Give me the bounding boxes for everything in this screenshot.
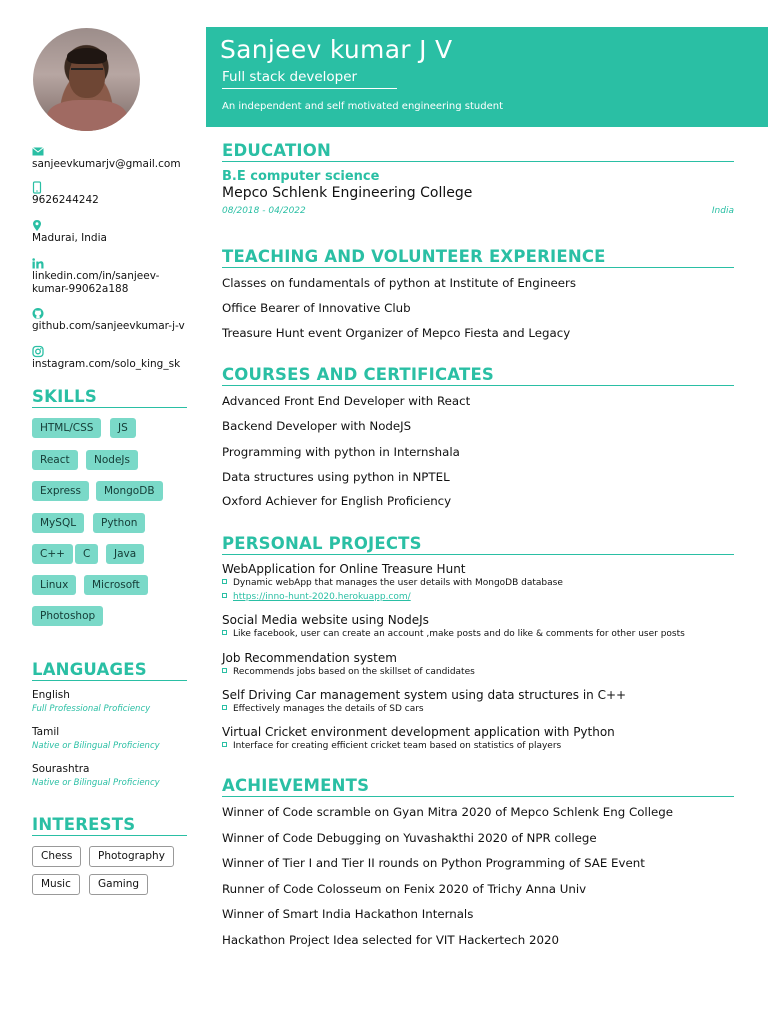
course-item: Advanced Front End Developer with React — [222, 394, 471, 408]
teaching-item: Treasure Hunt event Organizer of Mepco Fiesta and Legacy — [222, 326, 571, 340]
envelope-icon — [32, 145, 44, 158]
project-link[interactable] — [222, 592, 411, 602]
skill-tag: Express — [32, 481, 89, 501]
project-bullet: Interface for creating efficient cricket team based on statistics of players — [222, 741, 561, 751]
github-icon — [32, 307, 44, 320]
avatar — [33, 28, 140, 131]
language-level: Native or Bilingual Proficiency — [32, 741, 160, 751]
contact-phone[interactable] — [32, 181, 192, 207]
education-school: Mepco Schlenk Engineering College — [222, 185, 473, 201]
skill-tag: Photoshop — [32, 606, 103, 626]
contact-email[interactable] — [32, 145, 192, 171]
project-bullet: Effectively manages the details of SD cars — [222, 704, 424, 714]
language-level: Full Professional Proficiency — [32, 704, 151, 714]
skill-tag: C++ — [32, 544, 73, 564]
projects-heading: PERSONAL PROJECTS — [222, 534, 734, 555]
contact-instagram[interactable] — [32, 345, 192, 371]
achievement-item: Winner of Smart India Hackathon Internals — [222, 907, 474, 921]
project-url-link[interactable]: https://inno-hunt-2020.herokuapp.com/ — [233, 592, 411, 602]
skill-tag: React — [32, 450, 78, 470]
interest-tag: Chess — [32, 846, 81, 867]
language-name: English — [32, 689, 70, 701]
education-dates: 08/2018 - 04/2022 — [222, 206, 306, 216]
interests-heading: INTERESTS — [32, 815, 187, 836]
teaching-item: Classes on fundamentals of python at Institute of Engineers — [222, 276, 576, 290]
skill-tag: MySQL — [32, 513, 84, 533]
skill-tag: Python — [93, 513, 145, 533]
course-item: Oxford Achiever for English Proficiency — [222, 494, 452, 508]
project-bullet: Recommends jobs based on the skillset of candidates — [222, 667, 475, 677]
language-level: Native or Bilingual Proficiency — [32, 778, 160, 788]
project-bullet: Dynamic webApp that manages the user details with MongoDB database — [222, 578, 563, 588]
interest-tag: Gaming — [89, 874, 148, 895]
achievement-item: Winner of Code scramble on Gyan Mitra 2020 of Mepco Schlenk Eng College — [222, 805, 673, 819]
location-pin-icon — [32, 219, 42, 232]
course-item: Backend Developer with NodeJS — [222, 419, 412, 433]
phone-icon — [32, 181, 42, 194]
education-place: India — [711, 206, 734, 216]
achievement-item: Hackathon Project Idea selected for VIT Hackertech 2020 — [222, 933, 560, 947]
linkedin-text-line2: kumar-99062a188 — [32, 283, 129, 295]
teaching-item: Office Bearer of Innovative Club — [222, 301, 411, 315]
achievement-item: Runner of Code Colosseum on Fenix 2020 of Trichy Anna Univ — [222, 882, 587, 896]
project-title: Self Driving Car management system using data structures in C++ — [222, 688, 627, 702]
contact-linkedin[interactable] — [32, 257, 192, 296]
tagline: An independent and self motivated engineering student — [222, 101, 504, 112]
contact-location — [32, 219, 192, 245]
language-name: Tamil — [32, 726, 60, 738]
instagram-text: instagram.com/solo_king_sk — [32, 358, 181, 370]
project-title: WebApplication for Online Treasure Hunt — [222, 562, 466, 576]
instagram-icon — [32, 345, 44, 358]
interest-tag: Photography — [89, 846, 174, 867]
header-banner — [206, 27, 768, 127]
location-text: Madurai, India — [32, 232, 107, 244]
skill-tag: Java — [106, 544, 144, 564]
interest-tag: Music — [32, 874, 80, 895]
phone-text: 9626244242 — [32, 194, 99, 206]
github-text: github.com/sanjeevkumar-j-v — [32, 320, 185, 332]
skill-tag: JS — [110, 418, 136, 438]
skill-tag: MongoDB — [96, 481, 163, 501]
languages-heading: LANGUAGES — [32, 660, 187, 681]
skills-heading: SKILLS — [32, 387, 187, 408]
skill-tag: NodeJs — [86, 450, 138, 470]
courses-heading: COURSES AND CERTIFICATES — [222, 365, 734, 386]
email-text: sanjeevkumarjv@gmail.com — [32, 158, 181, 170]
linkedin-icon — [32, 257, 44, 270]
linkedin-text-line1: linkedin.com/in/sanjeev- — [32, 270, 160, 282]
language-name: Sourashtra — [32, 763, 90, 775]
project-title: Social Media website using NodeJs — [222, 613, 429, 627]
achievement-item: Winner of Code Debugging on Yuvashakthi 2020 of NPR college — [222, 831, 597, 845]
skill-tag: Microsoft — [84, 575, 148, 595]
education-degree: B.E computer science — [222, 169, 380, 184]
person-name: Sanjeev kumar J V — [220, 35, 453, 64]
education-heading: EDUCATION — [222, 141, 734, 162]
achievements-heading: ACHIEVEMENTS — [222, 776, 734, 797]
project-title: Virtual Cricket environment development application with Python — [222, 725, 615, 739]
skill-tag: C — [75, 544, 98, 564]
course-item: Programming with python in Internshala — [222, 445, 460, 459]
project-bullet: Like facebook, user can create an account ,make posts and do like & comments for other user posts — [222, 629, 685, 639]
job-title: Full stack developer — [222, 69, 397, 89]
project-title: Job Recommendation system — [222, 651, 397, 665]
skill-tag: HTML/CSS — [32, 418, 101, 438]
teaching-heading: TEACHING AND VOLUNTEER EXPERIENCE — [222, 247, 734, 268]
contact-github[interactable] — [32, 307, 192, 333]
achievement-item: Winner of Tier I and Tier II rounds on Python Programming of SAE Event — [222, 856, 645, 870]
skill-tag: Linux — [32, 575, 76, 595]
course-item: Data structures using python in NPTEL — [222, 470, 450, 484]
